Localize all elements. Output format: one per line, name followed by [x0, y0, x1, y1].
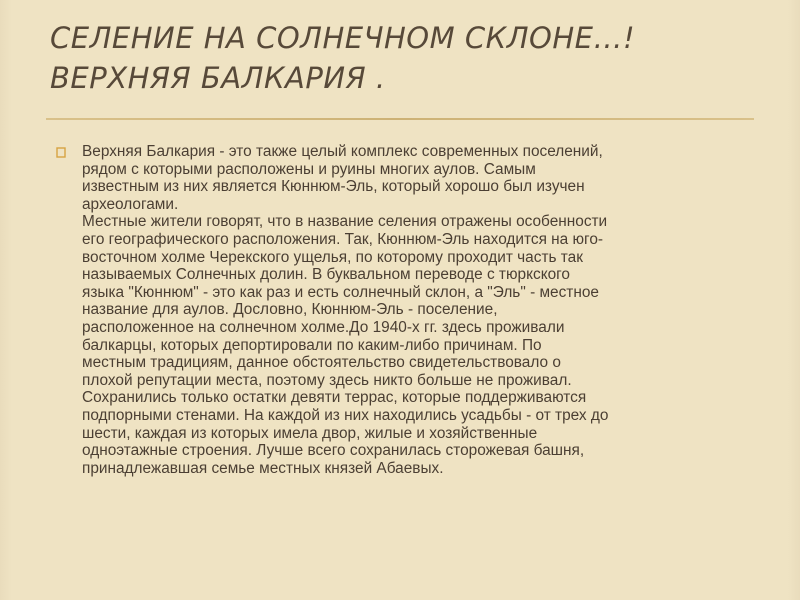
- body-text-line: называемых Солнечных долин. В буквальном переводе с тюркского: [82, 266, 570, 284]
- body-text-line: шести, каждая из которых имела двор, жилые и хозяйственные: [82, 424, 538, 442]
- body-text-line: восточном холме Черекского ущелья, по которому проходит часть так: [82, 248, 583, 266]
- slide-left-border: [0, 0, 12, 600]
- body-text-line: принадлежавшая семье местных князей Абаевых.: [82, 459, 444, 477]
- body-text-line: расположенное на солнечном холме.До 1940-х гг. здесь проживали: [82, 318, 565, 336]
- slide-right-border: [788, 0, 800, 600]
- body-text-line: плохой репутации места, поэтому здесь никто больше не проживал.: [82, 371, 572, 389]
- body-paragraph: [82, 143, 766, 477]
- body-text-line: подпорными стенами. На каждой из них находились усадьбы - от трех до: [82, 406, 609, 424]
- hollow-square-bullet-icon: [56, 147, 67, 159]
- body-text-line: Верхняя Балкария - это также целый комплекс современных поселений,: [82, 143, 603, 160]
- body-text-line: одноэтажные строения. Лучше всего сохранилась сторожевая башня,: [82, 442, 585, 460]
- body-text-line: Местные жители говорят, что в название селения отражены особенности: [82, 213, 608, 231]
- body-text-line: Сохранились только остатки девяти террас, которые поддерживаются: [82, 389, 587, 407]
- title-divider: [46, 118, 754, 120]
- body-text-line: рядом с которыми расположены и руины многих аулов. Самым: [82, 160, 536, 178]
- slide-title-line-1: СЕЛЕНИЕ НА СОЛНЕЧНОМ СКЛОНЕ…!: [50, 21, 636, 55]
- slide-title-line-2: ВЕРХНЯЯ БАЛКАРИЯ .: [50, 61, 386, 95]
- body-text-line: языка "Кюннюм" - это как раз и есть солнечный склон, а "Эль" - местное: [82, 283, 599, 301]
- body-text-line: балкарцы, которых депортировали по каким-либо причинам. По: [82, 336, 542, 354]
- slide-body: [56, 143, 766, 477]
- body-text-line: местным традициям, данное обстоятельство свидетельствовало о: [82, 354, 561, 372]
- body-text-line: название для аулов. Дословно, Кюннюм-Эль - поселение,: [82, 301, 498, 319]
- slide-title: [50, 18, 750, 98]
- body-text-line: известным из них является Кюннюм-Эль, который хорошо был изучен: [82, 178, 585, 196]
- body-text-line: археологами.: [82, 195, 179, 213]
- body-text-line: его географического расположения. Так, Кюннюм-Эль находится на юго-: [82, 230, 604, 248]
